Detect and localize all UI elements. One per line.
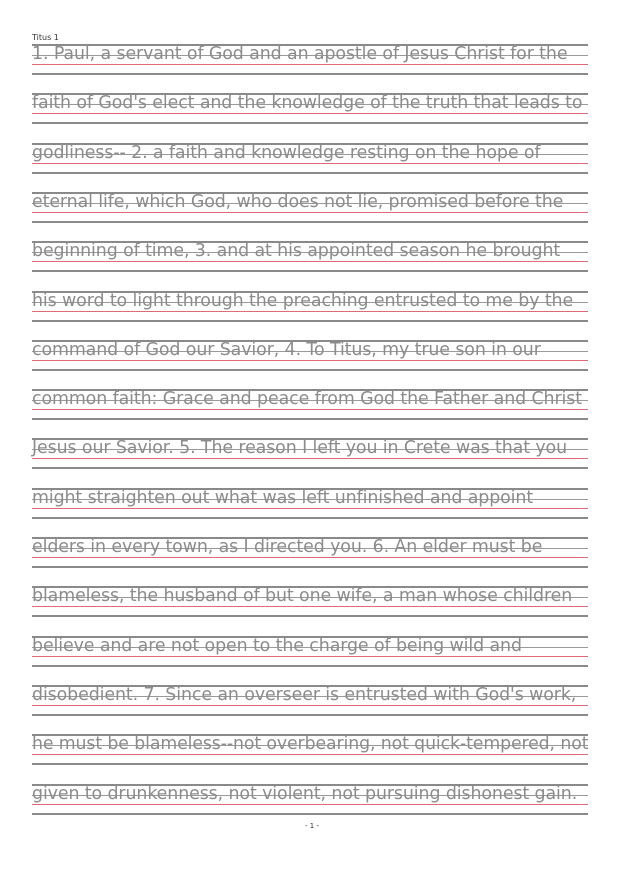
- guide-line-base: [32, 409, 588, 410]
- guide-line-base: [32, 360, 588, 361]
- guide-line-base: [32, 754, 588, 755]
- trace-text: might straighten out what was left unfinished and appoint: [32, 487, 534, 508]
- guide-line-base: [32, 261, 588, 262]
- guide-line-bot: [32, 615, 588, 617]
- guide-line-base: [32, 458, 588, 459]
- practice-row: [32, 340, 588, 371]
- guide-line-bot: [32, 73, 588, 75]
- practice-row: [32, 44, 588, 75]
- trace-text: Jesus our Savior. 5. The reason I left you in Crete was that you: [32, 438, 568, 459]
- trace-text: common faith: Grace and peace from God the Father and Christ: [32, 389, 582, 410]
- trace-text: blameless, the husband of but one wife, a man whose children: [32, 586, 573, 607]
- guide-line-bot: [32, 172, 588, 174]
- trace-text: godliness-- 2. a faith and knowledge resting on the hope of: [32, 142, 541, 163]
- guide-line-bot: [32, 813, 588, 815]
- page-title: Titus 1: [32, 33, 59, 42]
- guide-line-base: [32, 311, 588, 312]
- guide-line-base: [32, 212, 588, 213]
- page-number: - 1 -: [305, 822, 319, 830]
- guide-line-bot: [32, 763, 588, 765]
- guide-line-bot: [32, 467, 588, 469]
- trace-text: disobedient. 7. Since an overseer is entrusted with God's work,: [32, 684, 577, 705]
- practice-row: [32, 241, 588, 272]
- practice-row: [32, 93, 588, 124]
- practice-row: [32, 537, 588, 568]
- guide-line-base: [32, 163, 588, 164]
- practice-row: [32, 685, 588, 716]
- guide-line-base: [32, 113, 588, 114]
- practice-row: [32, 784, 588, 815]
- guide-line-bot: [32, 221, 588, 223]
- guide-line-bot: [32, 714, 588, 716]
- guide-line-bot: [32, 418, 588, 420]
- practice-row: [32, 488, 588, 519]
- guide-line-bot: [32, 517, 588, 519]
- practice-row: [32, 734, 588, 765]
- trace-text: faith of God's elect and the knowledge of the truth that leads to: [32, 93, 583, 114]
- guide-line-base: [32, 64, 588, 65]
- trace-text: 1. Paul, a servant of God and an apostle of Jesus Christ for the: [32, 44, 568, 64]
- guide-line-bot: [32, 270, 588, 272]
- practice-row: [32, 291, 588, 322]
- guide-line-base: [32, 557, 588, 558]
- trace-text: he must be blameless--not overbearing, not quick-tempered, not: [32, 734, 589, 755]
- guide-line-bot: [32, 122, 588, 124]
- trace-text: his word to light through the preaching entrusted to me by the: [32, 290, 574, 311]
- practice-row: [32, 586, 588, 617]
- trace-text: believe and are not open to the charge of being wild and: [32, 635, 522, 656]
- practice-row: [32, 143, 588, 174]
- trace-text: beginning of time, 3. and at his appointed season he brought: [32, 241, 561, 262]
- guide-line-bot: [32, 320, 588, 322]
- practice-row: [32, 636, 588, 667]
- practice-row: [32, 438, 588, 469]
- guide-line-bot: [32, 566, 588, 568]
- trace-text: elders in every town, as I directed you. 6. An elder must be: [32, 537, 543, 557]
- trace-text: command of God our Savior, 4. To Titus, my true son in our: [32, 339, 541, 360]
- guide-line-base: [32, 804, 588, 805]
- guide-line-base: [32, 705, 588, 706]
- guide-line-base: [32, 606, 588, 607]
- guide-line-base: [32, 508, 588, 509]
- trace-text: eternal life, which God, who does not lie, promised before the: [32, 191, 564, 212]
- guide-line-base: [32, 656, 588, 657]
- practice-row: [32, 192, 588, 223]
- trace-text: given to drunkenness, not violent, not pursuing dishonest gain.: [32, 783, 578, 804]
- practice-row: [32, 389, 588, 420]
- guide-line-bot: [32, 369, 588, 371]
- guide-line-bot: [32, 665, 588, 667]
